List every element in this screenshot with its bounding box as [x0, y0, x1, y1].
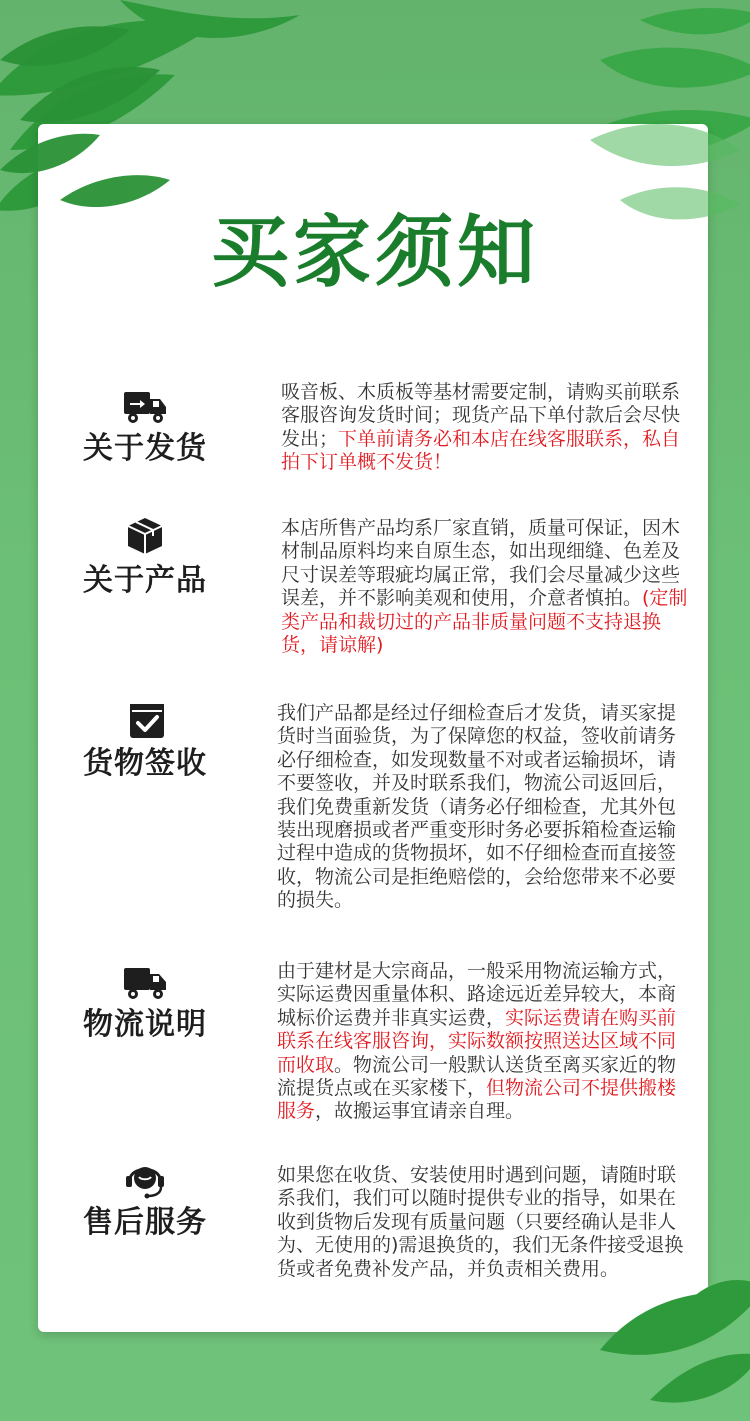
highlight-text: 下单前请务必和本店在线客服联系，私自拍下订单概不发货！	[281, 427, 681, 474]
page-title: 买家须知	[210, 208, 539, 298]
package-icon	[122, 516, 168, 556]
highlight-text: 实际运费请在购买前联系在线客服咨询，实际数额按照送达区域不同而收取	[277, 1006, 677, 1076]
section-label: 关于发货	[83, 431, 207, 466]
delivery-truck-icon	[122, 388, 168, 428]
headset-icon	[122, 1160, 168, 1200]
section-text	[277, 960, 693, 1124]
highlight-text: 但物流公司不提供搬楼服务	[277, 1077, 677, 1123]
section-label: 物流说明	[83, 1007, 207, 1042]
section-label: 关于产品	[83, 563, 207, 598]
text-segment: 由于建材是大宗商品，一般采用物流运输方式，实际运费因重量体积、路途远近差异较大，本商城标价运费并非真实运费，	[277, 960, 677, 1029]
checkbox-icon	[124, 702, 170, 742]
section-text	[281, 381, 697, 475]
logistics-truck-icon	[122, 962, 168, 1002]
section-label: 售后服务	[83, 1205, 207, 1240]
highlight-text: (定制类产品和裁切过的产品非质量问题不支持退换货，请谅解)	[281, 587, 688, 657]
section-label: 货物签收	[83, 746, 207, 781]
text-segment: 吸音板、木质板等基材需要定制，请购买前联系客服咨询发货时间；现货产品下单付款后会尽快发出；	[281, 381, 681, 450]
text-segment: 。物流公司一般默认送货至离买家近的物流提货点或在买家楼下，	[277, 1053, 677, 1100]
text-segment: 本店所售产品均系厂家直销，质量可保证，因木材制品原料均来自原生态，如出现细缝、色差及尺寸误差等瑕疵均属正常，我们会尽量减少这些误差，并不影响美观和使用，介意者慎拍。	[281, 517, 681, 610]
section-text	[281, 517, 697, 657]
text-segment: ，故搬运事宜请亲自理。	[315, 1100, 525, 1123]
section-text: 如果您在收货、安装使用时遇到问题，请随时联系我们，我们可以随时提供专业的指导，如果在收到货物后发现有质量问题（只要经确认是非人为、无使用的)需退换货的，我们无条件接受退换货或者免费补发产品，并负责相关费用。	[277, 1164, 684, 1280]
section-text: 我们产品都是经过仔细检查后才发货，请买家提货时当面验货，为了保障您的权益，签收前请务必仔细检查，如发现数量不对或者运输损坏，请不要签收，并及时联系我们，物流公司返回后，我们免费重新发货（请务必仔细检查，尤其外包装出现磨损或者严重变形时务必要拆箱检查运输过程中造成的货物损坏，如不仔细检查而直接签收，物流公司是拒绝赔偿的，会给您带来不必要的损失。	[277, 702, 677, 912]
